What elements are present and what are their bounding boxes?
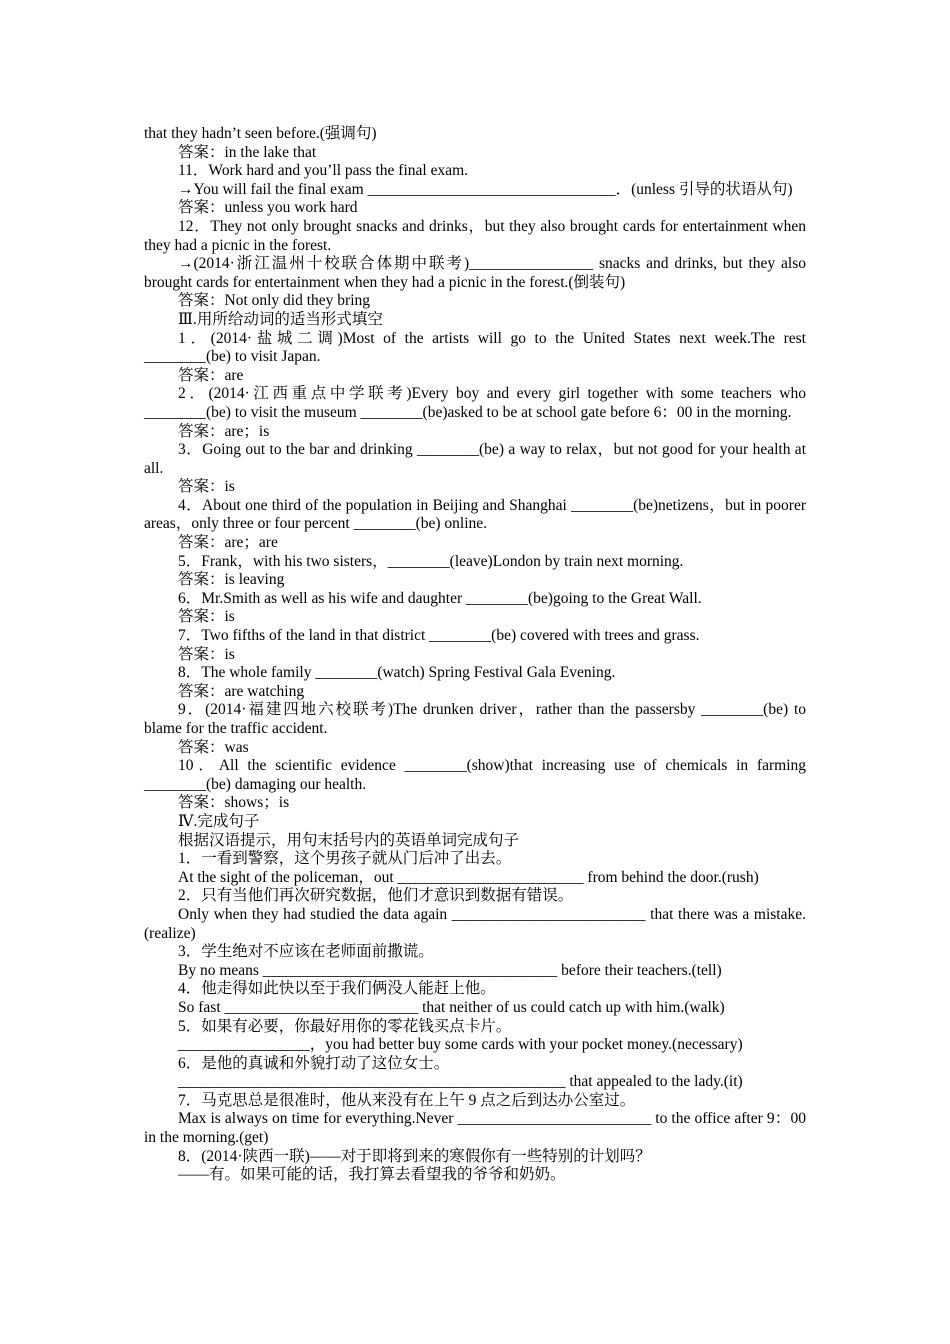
text-line: 11．Work hard and you’ll pass the final exam. <box>178 162 469 180</box>
text-line: __________________________________________________ that appealed to the lady.(it) <box>178 1073 743 1091</box>
text-line: 7．马克思总是很准时，他从来没有在上午 9 点之后到达办公室过。 <box>178 1091 636 1109</box>
text-line: 9．(2014·福建四地六校联考)The drunken driver，rather than the passersby ________(be) to blame for the traffic accident. <box>144 701 806 737</box>
text-line: Only when they had studied the data again _________________________ that there was a mistake.(realize) <box>144 905 806 942</box>
text-line: 7．Two fifths of the land in that district ________(be) covered with trees and grass. <box>178 627 700 645</box>
text-line: At the sight of the policeman，out ________________________ from behind the door.(rush) <box>178 868 759 886</box>
text-line: 10．All the scientific evidence ________(show)that increasing use of chemicals in farming ________(be) damaging our health. <box>144 757 806 793</box>
text-line: 答案：are <box>178 366 244 384</box>
text-line: 答案：are watching <box>178 682 305 700</box>
text-line: 2．只有当他们再次研究数据，他们才意识到数据有错误。 <box>178 887 574 905</box>
text-line: By no means ______________________________________ before their teachers.(tell) <box>178 961 722 979</box>
text-line: 1．一看到警察，这个男孩子就从门后冲了出去。 <box>178 850 512 868</box>
text-line: 1．(2014·盐城二调)Most of the artists will go to the United States next week.The rest ________(be) to visit Japan. <box>144 329 806 366</box>
text-line: 答案：is <box>178 478 235 496</box>
text-line: 答案：in the lake that <box>178 143 317 161</box>
text-line: 5．如果有必要，你最好用你的零花钱买点卡片。 <box>178 1017 512 1035</box>
document-body <box>144 125 806 1185</box>
text-line: 3．学生绝对不应该在老师面前撒谎。 <box>178 943 434 961</box>
text-line: 4．About one third of the population in Beijing and Shanghai ________(be)netizens，but in poorer areas，only three or four percent ________(be) online. <box>144 496 806 533</box>
text-line: 8．The whole family ________(watch) Spring Festival Gala Evening. <box>178 664 616 682</box>
text-line: 6．是他的真诚和外貌打动了这位女士。 <box>178 1054 450 1072</box>
text-line: 答案：are；are <box>178 534 278 552</box>
text-line: 4．他走得如此快以至于我们俩没人能赶上他。 <box>178 980 496 998</box>
text-line: 答案：is <box>178 645 235 663</box>
text-line: 8．(2014·陕西一联)——对于即将到来的寒假你有一些特别的计划吗？ <box>178 1147 651 1165</box>
text-line: 6．Mr.Smith as well as his wife and daughter ________(be)going to the Great Wall. <box>178 589 702 607</box>
text-line: 2．(2014·江西重点中学联考)Every boy and every girl together with some teachers who ________(be) to visit the museum ________(be)asked to be at school gate before 6：00 in the morning. <box>144 385 806 421</box>
text-line: 答案：unless you work hard <box>178 199 358 217</box>
text-line: →(2014·浙江温州十校联合体期中联考)________________ snacks and drinks, but they also brought cards for entertainment when they had a picnic in the forest.(倒装句) <box>144 255 806 291</box>
text-line: 答案：are；is <box>178 422 270 440</box>
text-line: 答案：is <box>178 608 235 626</box>
text-line: 3．Going out to the bar and drinking ________(be) a way to relax，but not good for your health at all. <box>144 441 806 477</box>
text-line: 答案：shows；is <box>178 794 290 812</box>
text-line: 12．They not only brought snacks and drinks，but they also brought cards for entertainment when they had a picnic in the forest. <box>144 217 806 254</box>
text-line: 答案：was <box>178 738 249 756</box>
text-line: Max is always on time for everything.Never _________________________ to the office after 9：00 in the morning.(get) <box>144 1110 806 1147</box>
text-line: 答案：Not only did they bring <box>178 292 371 310</box>
text-line: 5．Frank，with his two sisters，________(leave)London by train next morning. <box>178 552 684 570</box>
text-line: 根据汉语提示，用句末括号内的英语单词完成句子 <box>178 831 520 849</box>
text-line: that they hadn’t seen before.(强调句) <box>144 125 377 142</box>
section-heading: Ⅳ.完成句子 <box>178 812 260 830</box>
section-heading: Ⅲ.用所给动词的适当形式填空 <box>178 310 383 328</box>
text-line: →You will fail the final exam ________________________________．(unless 引导的状语从句) <box>178 180 793 198</box>
text-line: _________________，you had better buy some cards with your pocket money.(necessary) <box>178 1036 743 1054</box>
text-line: So fast _________________________ that neither of us could catch up with him.(walk) <box>178 998 725 1016</box>
text-line: 答案：is leaving <box>178 571 285 589</box>
text-line: ——有。如果可能的话，我打算去看望我的爷爷和奶奶。 <box>178 1166 566 1184</box>
